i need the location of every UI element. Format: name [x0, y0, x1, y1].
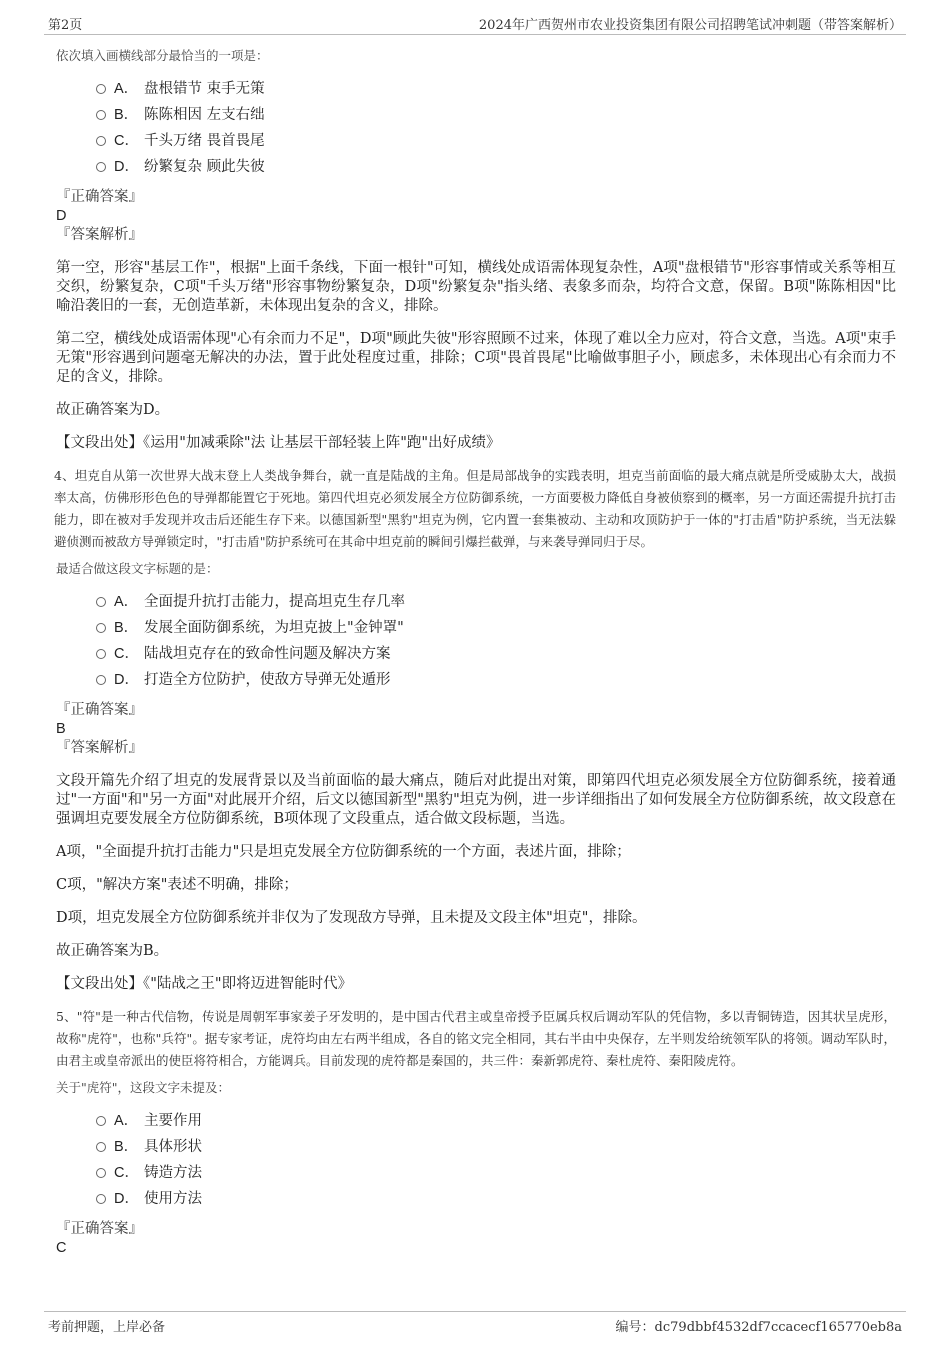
answer-value: C [56, 1240, 67, 1256]
option-letter: C． [114, 132, 139, 149]
option-text: 铸造方法 [144, 1164, 202, 1181]
radio-icon[interactable] [96, 1142, 106, 1152]
question-5 [56, 1006, 896, 1258]
option-text: 陆战坦克存在的致命性问题及解决方案 [144, 645, 391, 662]
question-stem: 最适合做这段文字标题的是： [56, 561, 219, 576]
footer-divider [44, 1311, 906, 1312]
page-footer [0, 1305, 950, 1345]
explanation-paragraph: 第一空，形容"基层工作"，根据"上面千条线，下面一根针"可知，横线处成语需体现复杂性，A项"盘根错节"形容事情或关系等相互交织，纷繁复杂，C项"千头万绪"形容事物纷繁复杂，D项"纷繁复杂"指头绪、表象多而杂，均符合文意，保留。B项"陈陈相因"比喻沿袭旧的一套，无创造革新，未体现出复杂的含义，排除。 [56, 260, 896, 314]
option-c[interactable] [96, 126, 896, 152]
option-c[interactable] [96, 639, 896, 665]
option-letter: A． [114, 80, 139, 97]
radio-icon[interactable] [96, 110, 106, 120]
footer-slogan: 考前押题，上岸必备 [48, 1320, 166, 1335]
radio-icon[interactable] [96, 623, 106, 633]
option-d[interactable] [96, 665, 896, 691]
question-3 [56, 46, 896, 453]
option-list [56, 74, 896, 178]
option-text: 纷繁复杂 顾此失彼 [144, 158, 265, 175]
radio-icon[interactable] [96, 84, 106, 94]
radio-icon[interactable] [96, 1116, 106, 1126]
option-text: 全面提升抗打击能力，提高坦克生存几率 [144, 593, 405, 610]
option-text: 盘根错节 束手无策 [144, 80, 265, 97]
explanation-paragraph: 第二空，横线处成语需体现"心有余而力不足"，D项"顾此失彼"形容照顾不过来，体现了难以全力应对，符合文意，当选。A项"束手无策"形容遇到问题毫无解决的办法，置于此处程度过重，排除；C项"畏首畏尾"比喻做事胆子小，顾虑多，未体现出心有余而力不足的含义，排除。 [56, 331, 896, 385]
radio-icon[interactable] [96, 675, 106, 685]
option-b[interactable] [96, 1132, 896, 1158]
option-text: 使用方法 [144, 1190, 202, 1207]
option-a[interactable] [96, 587, 896, 613]
explanation-option-d: D项，坦克发展全方位防御系统并非仅为了发现敌方导弹，且未提及文段主体"坦克"，排除。 [56, 910, 647, 926]
option-b[interactable] [96, 613, 896, 639]
option-text: 打造全方位防护，使敌方导弹无处遁形 [144, 671, 391, 688]
analysis-label: 『答案解析』 [56, 227, 143, 243]
option-a[interactable] [96, 74, 896, 100]
answer-label: 『正确答案』 [56, 1221, 143, 1237]
option-c[interactable] [96, 1158, 896, 1184]
option-letter: A． [114, 593, 139, 610]
radio-icon[interactable] [96, 1168, 106, 1178]
analysis-label: 『答案解析』 [56, 740, 143, 756]
header-divider [44, 34, 906, 35]
option-letter: A． [114, 1112, 139, 1129]
option-list [56, 587, 896, 691]
page-number: 第2页 [48, 18, 83, 33]
question-passage: 4、坦克自从第一次世界大战末登上人类战争舞台，就一直是陆战的主角。但是局部战争的实践表明，坦克当前面临的最大痛点就是所受威胁太大，战损率太高，仿佛形形色色的导弹都能置它于死地。第四代坦克必须发展全方位防御系统，一方面要极力降低自身被侦察到的概率，另一方面还需提升抗打击能力，即在被对手发现并攻击后还能生存下来。以德国新型"黑豹"坦克为例，它内置一套集被动、主动和攻顶防护于一体的"打击盾"防护系统，当无法躲避侦测而被敌方导弹锁定时，"打击盾"防护系统可在其命中坦克前的瞬间引爆拦截弹，与来袭导弹同归于尽。 [54, 468, 896, 549]
question-stem: 依次填入画横线部分最恰当的一项是： [56, 48, 269, 63]
option-letter: D． [114, 671, 139, 688]
option-text: 具体形状 [144, 1138, 202, 1155]
option-letter: C． [114, 645, 139, 662]
question-stem: 关于"虎符"，这段文字未提及： [56, 1080, 230, 1095]
explanation-option-c: C项，"解决方案"表述不明确，排除； [56, 877, 298, 893]
answer-label: 『正确答案』 [56, 702, 143, 718]
option-letter: B． [114, 619, 139, 636]
option-letter: C． [114, 1164, 139, 1181]
question-4 [56, 465, 896, 994]
option-text: 主要作用 [144, 1112, 202, 1129]
radio-icon[interactable] [96, 1194, 106, 1204]
answer-value: B [56, 721, 66, 737]
passage-source: 【文段出处】《运用"加减乘除"法 让基层干部轻装上阵"跑"出好成绩》 [56, 435, 501, 451]
explanation-conclusion: 故正确答案为B。 [56, 943, 169, 959]
page-header [0, 0, 950, 36]
option-text: 陈陈相因 左支右绌 [144, 106, 265, 123]
option-text: 千头万绪 畏首畏尾 [144, 132, 265, 149]
option-letter: D． [114, 158, 139, 175]
radio-icon[interactable] [96, 649, 106, 659]
option-letter: B． [114, 106, 139, 123]
page-content [56, 44, 896, 1258]
explanation-paragraph: 文段开篇先介绍了坦克的发展背景以及当前面临的最大痛点，随后对此提出对策，即第四代坦克必须发展全方位防御系统，接着通过"一方面"和"另一方面"对此展开介绍，后文以德国新型"黑豹"坦克为例，进一步详细指出了如何发展全方位防御系统，故文段意在强调坦克要发展全方位防御系统，B项体现了文段重点，适合做文段标题，当选。 [56, 773, 896, 827]
radio-icon[interactable] [96, 162, 106, 172]
option-letter: D． [114, 1190, 139, 1207]
explanation-option-a: A项，"全面提升抗打击能力"只是坦克发展全方位防御系统的一个方面，表述片面，排除； [56, 844, 631, 860]
document-title: 2024年广西贺州市农业投资集团有限公司招聘笔试冲刺题（带答案解析） [478, 18, 902, 33]
answer-value: D [56, 208, 67, 224]
answer-label: 『正确答案』 [56, 189, 143, 205]
radio-icon[interactable] [96, 136, 106, 146]
option-list [56, 1106, 896, 1210]
explanation-conclusion: 故正确答案为D。 [56, 402, 170, 418]
option-text: 发展全面防御系统，为坦克披上"金钟罩" [144, 619, 404, 636]
document-id: 编号：dc79dbbf4532df7ccacecf165770eb8a [615, 1320, 902, 1335]
option-a[interactable] [96, 1106, 896, 1132]
option-b[interactable] [96, 100, 896, 126]
question-passage: 5、"符"是一种古代信物，传说是周朝军事家姜子牙发明的，是中国古代君主或皇帝授予臣属兵权后调动军队的凭信物，多以青铜铸造，因其状呈虎形，故称"虎符"，也称"兵符"。据专家考证，虎符均由左右两半组成，各自的铭文完全相同，其右半由中央保存，左半则发给统领军队的将领。调动军队时，由君主或皇帝派出的使臣将符相合，方能调兵。目前发现的虎符都是秦国的，共三件：秦新郭虎符、秦杜虎符、秦阳陵虎符。 [56, 1009, 896, 1068]
option-letter: B． [114, 1138, 139, 1155]
option-d[interactable] [96, 1184, 896, 1210]
radio-icon[interactable] [96, 597, 106, 607]
option-d[interactable] [96, 152, 896, 178]
passage-source: 【文段出处】《"陆战之王"即将迈进智能时代》 [56, 976, 353, 992]
